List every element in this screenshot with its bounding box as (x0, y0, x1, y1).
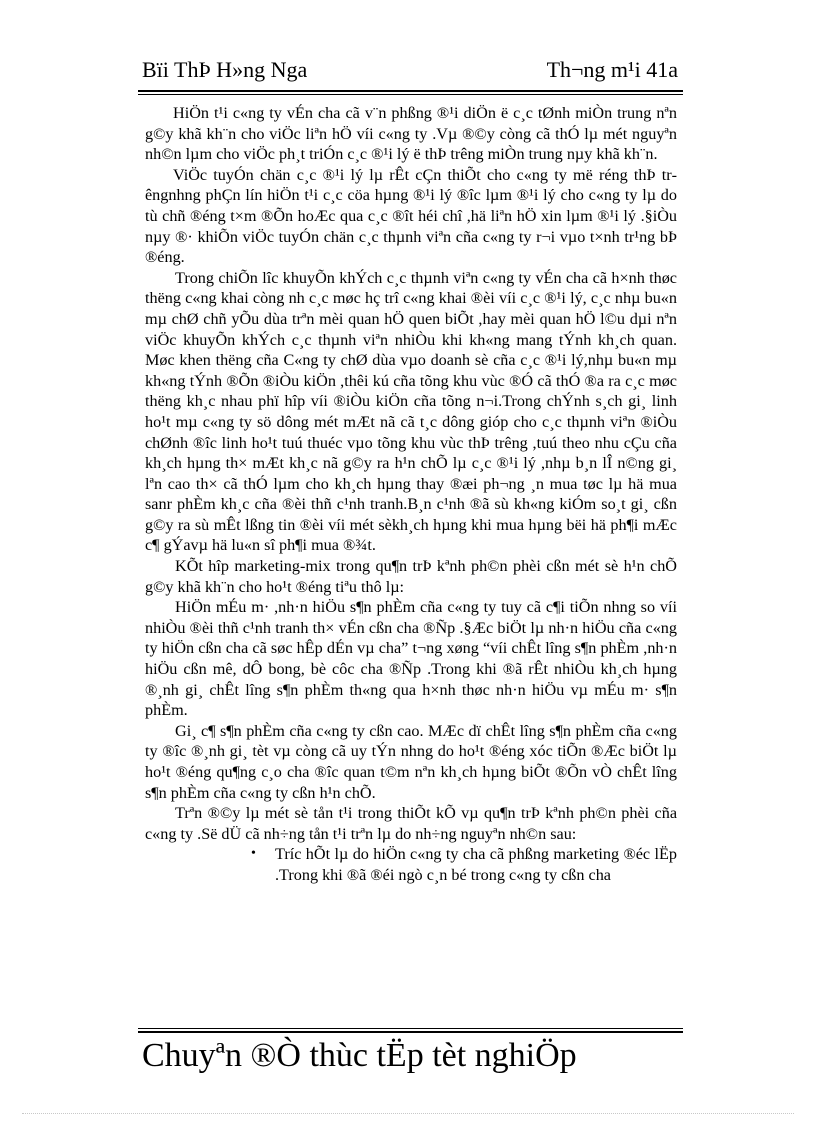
footer-rule-thick (138, 1031, 683, 1033)
paragraph-2: ViÖc tuyÓn chän c¸c ®¹i lý lµ rÊt cÇn thiÕt cho c«ng ty më réng thÞ trêngnhng phÇn lín hiÖn t¹i c¸c cöa hµng ®¹i lý ®îc lµm ®¹i lý cho c«ng ty lµ do tù chñ ®éng t×m ®Õn hoÆc qua c¸c ®ît héi chî ,hä liªn hÖ xin lµm ®¹i lý .§iÒu nµy ®· khiÕn viÖc tuyÓn chän c¸c thµnh viªn cña c«ng ty r¬i vµo t×nh tr¹ng bÞ ®éng. (145, 165, 677, 267)
header-rule-thin (138, 94, 683, 95)
page-edge-dotted (22, 1113, 794, 1114)
header-class: Th¬ng m¹i 41a (546, 57, 678, 82)
body-text (145, 103, 677, 886)
bullet-text: Tríc hÕt lµ do hiÖn c«ng ty cha cã phßng marketing ®éc lËp .Trong khi ®ã ®éi ngò c¸n bé trong c«ng ty cßn cha (275, 845, 677, 884)
bullet-item (145, 844, 677, 885)
paragraph-7: Trªn ®©y lµ mét sè tån t¹i trong thiÕt kÕ vµ qu¶n trÞ kªnh ph©n phèi cña c«ng ty .Së dÜ cã nh÷ng tån t¹i trªn lµ do nh÷ng nguyªn nh©n sau: (145, 804, 677, 843)
header-rule-thick (138, 90, 683, 92)
paragraph-1: HiÖn t¹i c«ng ty vÉn cha cã v¨n phßng ®¹i diÖn ë c¸c tØnh miÒn trung nªn g©y khã kh¨n cho viÖc liªn hÖ víi c«ng ty .Vµ ®©y còng cã thÓ lµ mét nguyªn nh©n lµm cho viÖc ph¸t triÓn c¸c ®¹i lý ë thÞ trêng miÒn trung nµy khã kh¨n. (145, 104, 677, 164)
page-header (142, 56, 678, 84)
header-author: Bïi ThÞ H»ng Nga (142, 57, 308, 82)
paragraph-4: KÕt hîp marketing-mix trong qu¶n trÞ kªnh ph©n phèi cßn mét sè h¹n chÕ g©y khã kh¨n cho ho¹t ®éng tiªu thô lµ: (145, 557, 677, 596)
footer-rule-thin (138, 1028, 683, 1029)
paragraph-5: HiÖn mÉu m· ,nh·n hiÖu s¶n phÈm cña c«ng ty tuy cã c¶i tiÕn nhng so víi nhiÒu ®èi thñ c¹nh tranh th× vÉn cßn cha ®Ñp .§Æc biÖt lµ nh·n hiÖu cña c«ng ty hiÖn cßn cha cã søc hÊp dÉn vµ cha” t¬ng xøng “víi chÊt lîng s¶n phÈm ,nh·n hiÖu cßn mê, dÔ bong, bè côc cha ®Ñp .Trong khi ®ã rÊt nhiÒu kh¸ch hµng ®¸nh gi¸ chÊt lîng s¶n phÈm th«ng qua h×nh thøc nh·n hiÖu vµ mÉu m· s¶n phÈm. (145, 598, 677, 720)
bullet-glyph: • (251, 846, 256, 862)
paragraph-3: Trong chiÕn lîc khuyÕn khÝch c¸c thµnh viªn c«ng ty vÉn cha cã h×nh thøc thëng c«ng khai còng nh c¸c møc hç trî c«ng khai ®èi víi c¸c ®¹i lý, c¸c nhµ bu«n mµ chØ chñ yÕu dùa trªn mèi quan hÖ quen biÕt ,hay mèi quan hÖ l©u dµi nªn viÖc khuyÕn khÝch c¸c thµnh viªn nhiÒu khi kh«ng mang tÝnh kh¸ch quan. Møc khen thëng cña C«ng ty chØ dùa vµo doanh sè cña c¸c ®¹i lý,nhµ bu«n mµ kh«ng tÝnh ®Õn ®iÒu kiÖn ,thêi kú cña tõng khu vùc ®Ó cã thÓ ®a ra c¸c møc thëng kh¸c nhau phï hîp víi ®iÒu kiÖn cña tõng n¬i.Trong chÝnh s¸ch gi¸ linh ho¹t mµ c«ng ty sö dông mét mÆt nã cã t¸c dông gióp cho c¸c thµnh viªn ®iÒu chØnh ®îc linh ho¹t tuú thuéc vµo tõng khu vùc thÞ trêng ,tuú theo nhu cÇu cña kh¸ch hµng th× mÆt kh¸c nã g©y ra h¹n chÕ lµ c¸c ®¹i lý ,nhµ b¸n lÎ n©ng gi¸ lªn cao th× cã thÓ lµm cho kh¸ch hµng thay ®æi ph¬ng ¸n mua tøc lµ hä mua sanr phÈm kh¸c cña ®èi thñ c¹nh tranh.B¸n c¹nh ®ã sù kh«ng kiÓm so¸t gi¸ cßn g©y ra sù mÊt lßng tin ®èi víi mét sèkh¸ch hµng khi mua hµng bëi hä ph¶i mÆc c¶ gÝavµ hä lu«n sî ph¶i mua ®¾t. (145, 268, 677, 555)
paragraph-6: Gi¸ c¶ s¶n phÈm cña c«ng ty cßn cao. MÆc dï chÊt lîng s¶n phÈm cña c«ng ty ®îc ®¸nh gi¸ tèt vµ còng cã uy tÝn nhng do ho¹t ®éng xóc tiÕn ®Æc biÖt lµ ho¹t ®éng qu¶ng c¸o cha ®îc quan t©m nªn kh¸ch hµng biÕt ®Õn vÒ chÊt lîng s¶n phÈm cña c«ng ty cßn h¹n chÕ. (145, 721, 677, 802)
footer-title: Chuyªn ®Ò thùc tËp tèt nghiÖp (142, 1037, 577, 1074)
